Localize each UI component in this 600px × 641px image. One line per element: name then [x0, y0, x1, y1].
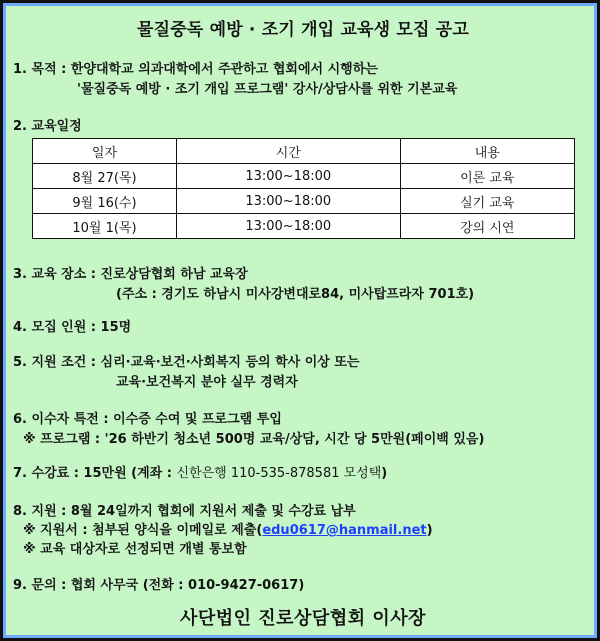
table-row: [33, 189, 575, 214]
apply-line-2: [23, 519, 433, 538]
purpose-line-2: '물질중독 예방 · 조기 개입 프로그램' 강사/상담사를 위한 기본교육: [77, 82, 458, 97]
benefit-line-2: ※ 프로그램 : '26 하반기 청소년 500명 교육/상담, 시간 당 5만원(페이백 있음): [23, 432, 485, 447]
schedule-content: 강의 시연: [400, 214, 574, 239]
fee-account: 신한은행 110-535-878581 모성택: [176, 466, 382, 481]
apply-line-2-suffix: ): [426, 523, 433, 538]
table-row: [33, 164, 575, 189]
contact-line: 9. 문의 : 협회 사무국 (전화 : 010-9427-0617): [13, 578, 305, 593]
email-link[interactable]: edu0617@hanmail.net: [262, 523, 427, 538]
notice-title: 물질중독 예방 · 조기 개입 교육생 모집 공고: [136, 20, 470, 40]
schedule-col-time: 시간: [176, 139, 400, 164]
apply-line-3: ※ 교육 대상자로 선정되면 개별 통보함: [23, 542, 247, 557]
schedule-time: 13:00~18:00: [176, 189, 400, 214]
schedule-table: [32, 138, 575, 239]
schedule-heading: 2. 교육일정: [13, 119, 82, 134]
schedule-time: 13:00~18:00: [176, 164, 400, 189]
schedule-date: 8월 27(목): [33, 164, 177, 189]
apply-line-2-prefix: ※ 지원서 : 첨부된 양식을 이메일로 제출(: [23, 523, 263, 538]
recruit-line: 4. 모집 인원 : 15명: [13, 320, 132, 335]
apply-line-1: 8. 지원 : 8월 24일까지 협회에 지원서 제출 및 수강료 납부: [13, 504, 356, 519]
schedule-time: 13:00~18:00: [176, 214, 400, 239]
schedule-header-row: [33, 139, 575, 164]
location-line-1: 3. 교육 장소 : 진로상담협회 하남 교육장: [13, 267, 248, 282]
fee-prefix: 7. 수강료 : 15만원 (계좌 :: [13, 466, 177, 481]
benefit-line-1: 6. 이수자 특전 : 이수증 수여 및 프로그램 투입: [13, 412, 282, 427]
schedule-col-date: 일자: [33, 139, 177, 164]
schedule-col-content: 내용: [400, 139, 574, 164]
table-row: [33, 214, 575, 239]
qualification-line-2: 교육·보건복지 분야 실무 경력자: [116, 375, 298, 390]
notice-footer: 사단법인 진로상담협회 이사장: [179, 608, 427, 629]
schedule-date: 9월 16(수): [33, 189, 177, 214]
schedule-date: 10월 1(목): [33, 214, 177, 239]
fee-line: [13, 462, 387, 481]
schedule-content: 이론 교육: [400, 164, 574, 189]
fee-suffix: ): [381, 466, 388, 481]
schedule-content: 실기 교육: [400, 189, 574, 214]
qualification-line-1: 5. 지원 조건 : 심리·교육·보건·사회복지 등의 학사 이상 또는: [13, 355, 360, 370]
purpose-line-1: 1. 목적 : 한양대학교 의과대학에서 주관하고 협회에서 시행하는: [13, 62, 378, 77]
location-line-2: (주소 : 경기도 하남시 미사강변대로84, 미사탑프라자 701호): [116, 287, 475, 302]
